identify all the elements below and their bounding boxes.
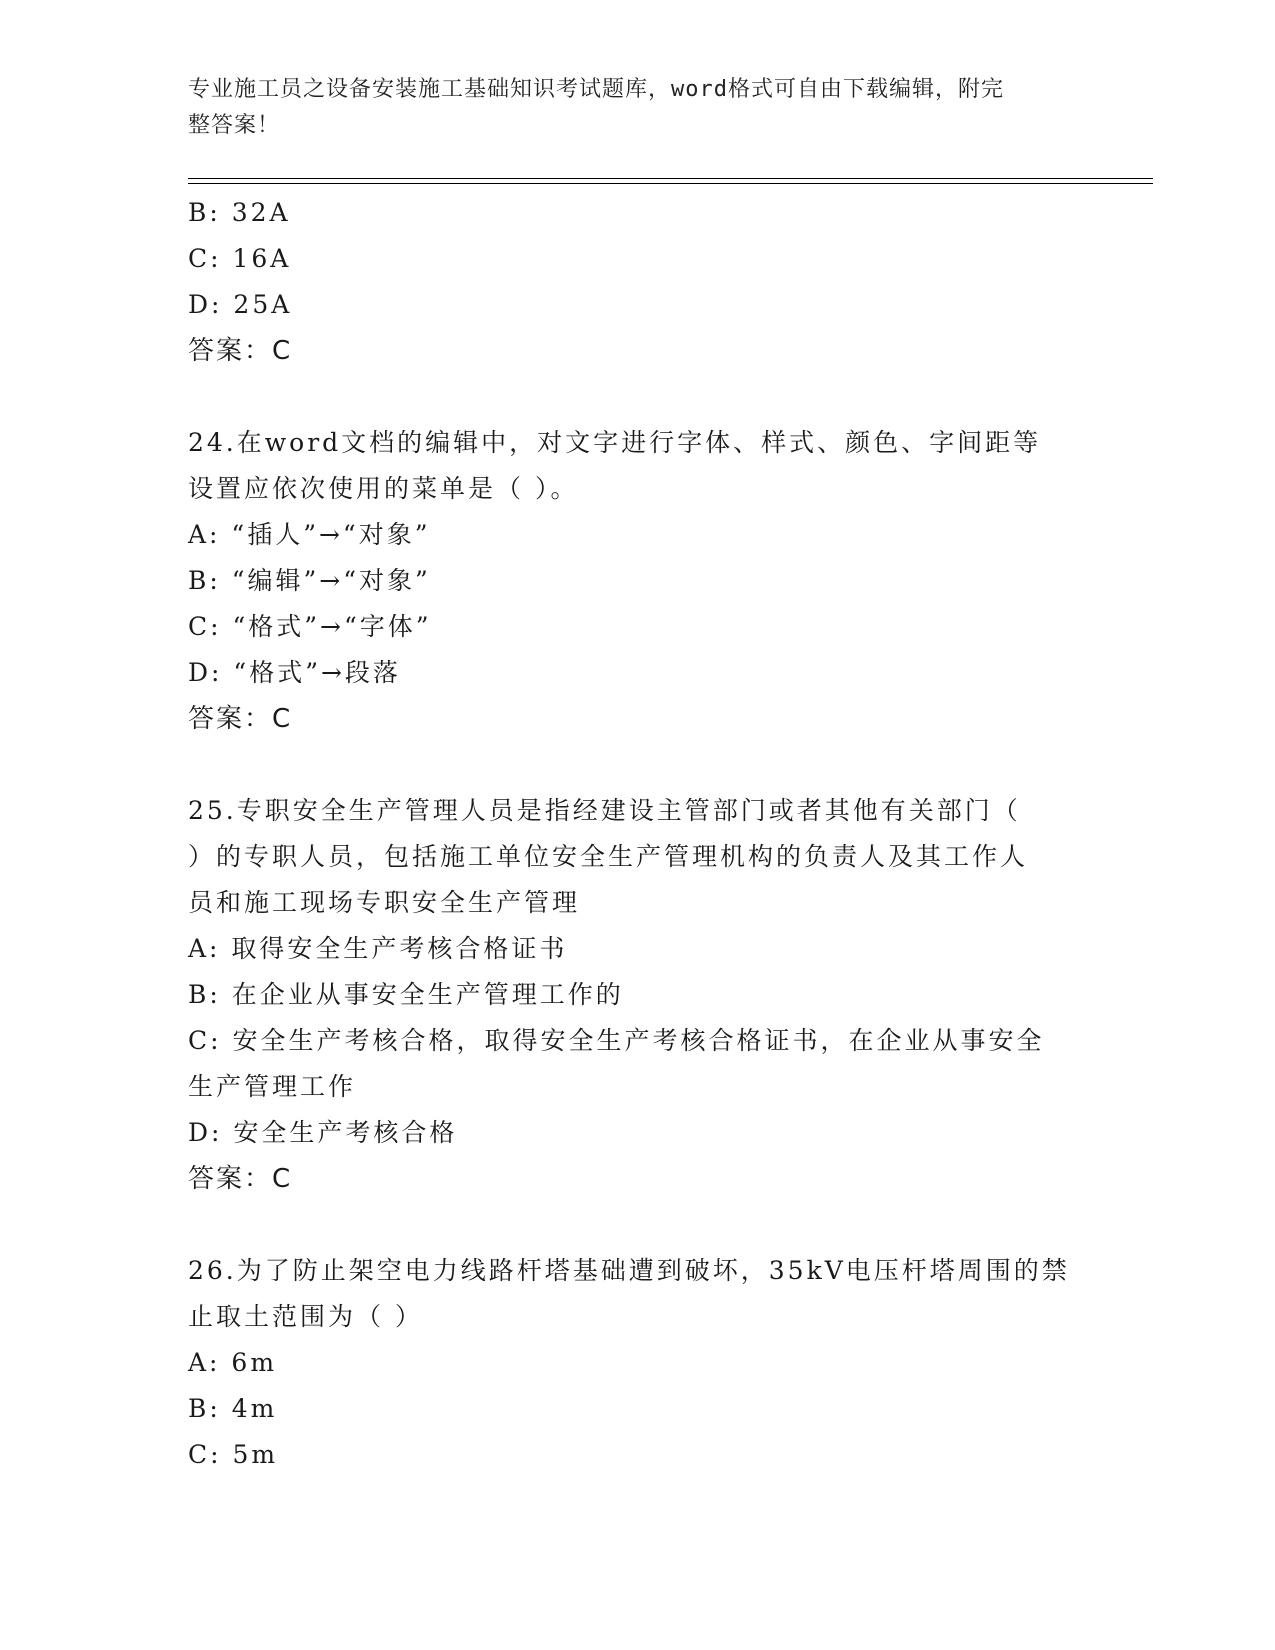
header-line-2: 整答案！ [188,113,281,138]
question-text-line: 止取土范围为（ ） [188,1302,423,1331]
option-c: C: 16A [188,244,292,273]
option-c: C: 安全生产考核合格，取得安全生产考核合格证书，在企业从事安全 [188,1026,1045,1055]
option-b: B: “编辑”→“对象” [188,566,431,595]
option-c: C: 5m [188,1440,279,1469]
header-divider-bottom [188,183,1153,184]
option-b: B: 4m [188,1394,278,1423]
option-c-continued: 生产管理工作 [188,1072,357,1101]
option-a: A: “插人”→“对象” [188,520,431,549]
question-23-continuation [188,190,1088,374]
question-text-line: 员和施工现场专职安全生产管理 [188,888,581,917]
option-d: D: 25A [188,290,293,319]
document-body [188,190,1088,1478]
question-text-line: ）的专职人员，包括施工单位安全生产管理机构的负责人及其工作人 [188,842,1029,871]
question-text-line: 24.在word文档的编辑中，对文字进行字体、样式、颜色、字间距等 [188,428,1042,457]
question-24 [188,420,1088,742]
spacer [188,1202,1088,1248]
document-header [188,72,1068,144]
question-text-line: 25.专职安全生产管理人员是指经建设主管部门或者其他有关部门（ [188,796,1021,825]
question-text-line: 26.为了防止架空电力线路杆塔基础遭到破坏，35kV电压杆塔周围的禁 [188,1256,1070,1285]
option-a: A: 取得安全生产考核合格证书 [188,934,568,963]
answer: 答案：C [188,336,293,366]
header-divider-top [188,178,1153,179]
option-d: D: “格式”→段落 [188,658,401,687]
option-d: D: 安全生产考核合格 [188,1118,458,1147]
header-line-1: 专业施工员之设备安装施工基础知识考试题库，word格式可自由下载编辑，附完 [188,77,1004,102]
answer: 答案：C [188,1164,293,1194]
spacer [188,742,1088,788]
option-c: C: “格式”→“字体” [188,612,432,641]
question-26 [188,1248,1088,1478]
option-b: B: 在企业从事安全生产管理工作的 [188,980,624,1009]
option-a: A: 6m [188,1348,278,1377]
question-25 [188,788,1088,1202]
spacer [188,374,1088,420]
answer: 答案：C [188,704,293,734]
question-text-line: 设置应依次使用的菜单是（ ）。 [188,474,579,503]
option-b: B: 32A [188,198,291,227]
